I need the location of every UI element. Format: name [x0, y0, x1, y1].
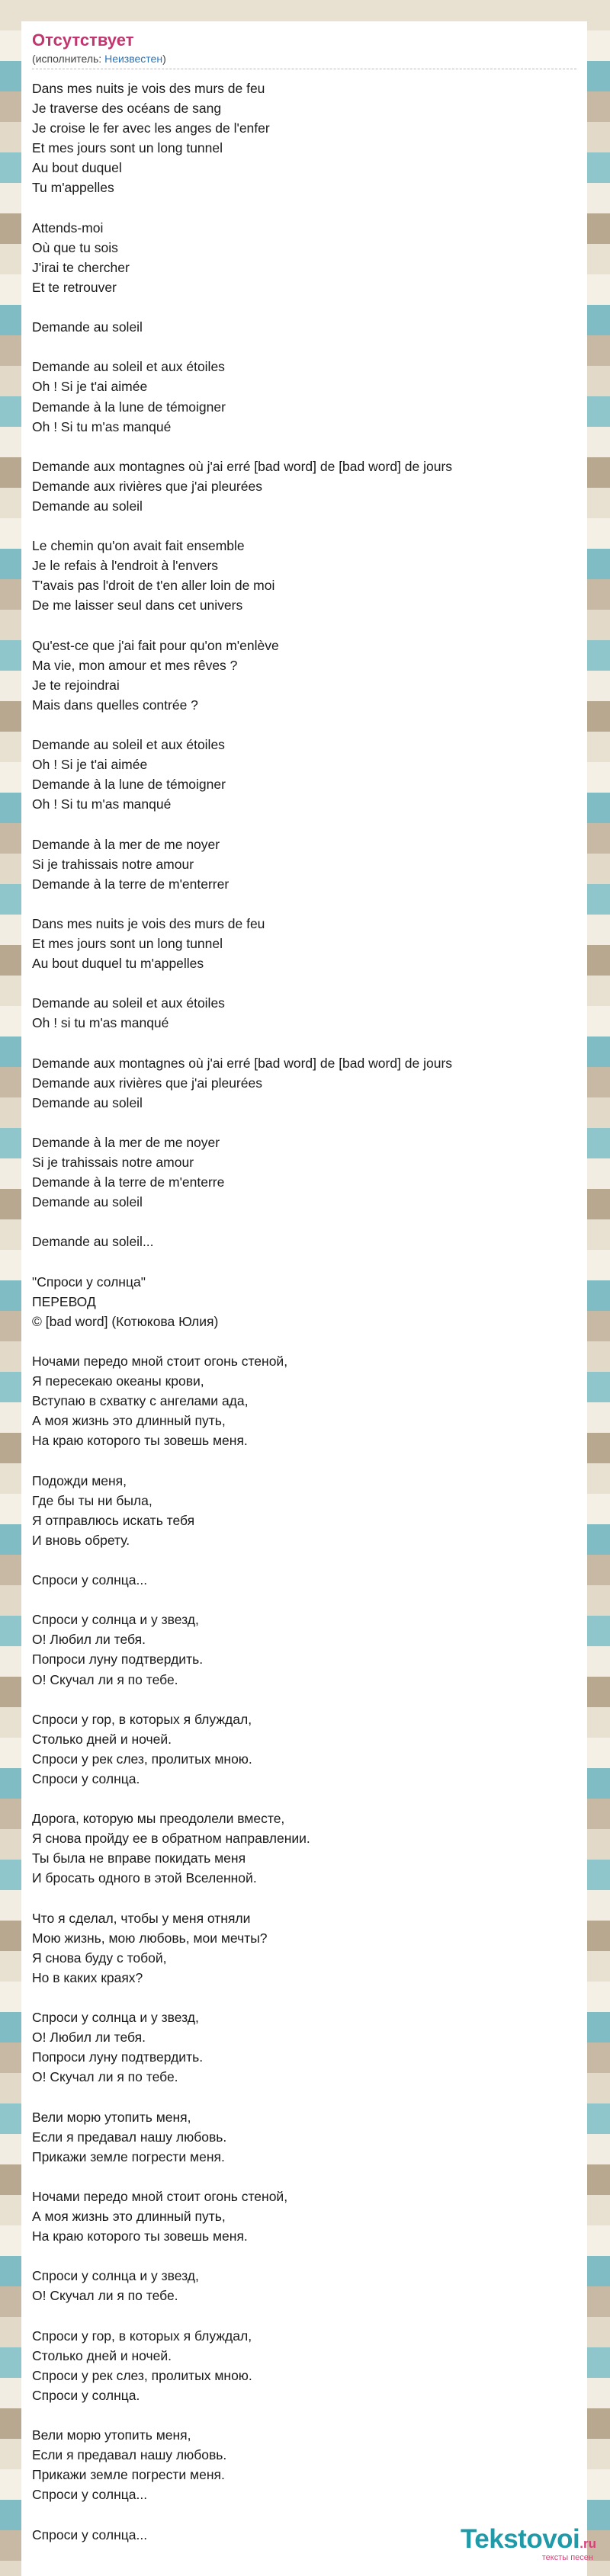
lyric-line: Oh ! Si tu m'as manqué	[32, 418, 172, 434]
lyric-line: Вступаю в схватку с ангелами ада,	[32, 1393, 249, 1409]
lyric-line: О! Скучал ли я по тебе.	[32, 2288, 178, 2304]
lyric-line: Oh ! si tu m'as manqué	[32, 1015, 169, 1031]
stanza	[32, 1709, 576, 1789]
lyric-line: Demande aux rivières que j'ai pleurées	[32, 1075, 262, 1091]
lyric-line: Спроси у солнца и у звезд,	[32, 1612, 199, 1628]
lyric-line: Спроси у солнца...	[32, 1572, 148, 1588]
stanza	[32, 1133, 576, 1212]
lyric-line: Спроси у солнца.	[32, 1770, 140, 1786]
stanza	[32, 993, 576, 1033]
lyric-line: Спроси у рек слез, пролитых мною.	[32, 1751, 252, 1767]
lyric-line: Но в каких краях?	[32, 1969, 143, 1985]
stanza	[32, 1272, 576, 1331]
lyric-line: Demande au soleil et aux étoiles	[32, 737, 225, 753]
lyric-line: Вели морю утопить меня,	[32, 2109, 191, 2125]
stanza	[32, 2266, 576, 2305]
lyric-line: Dans mes nuits je vois des murs de feu	[32, 915, 265, 931]
logo-tagline: тексты песен	[541, 2553, 593, 2562]
lyric-line: А моя жизнь это длинный путь,	[32, 1413, 226, 1429]
lyric-line: На краю которого ты зовешь меня.	[32, 1433, 248, 1449]
lyric-line: Если я предавал нашу любовь.	[32, 2129, 227, 2145]
lyric-line: О! Скучал ли я по тебе.	[32, 2069, 178, 2085]
lyric-line: Tu m'appelles	[32, 180, 114, 196]
performer-suffix: )	[162, 53, 166, 65]
lyric-line: Прикажи земле погрести меня.	[32, 2148, 225, 2164]
lyric-line: На краю которого ты зовешь меня.	[32, 2228, 248, 2244]
lyric-line: Прикажи земле погрести меня.	[32, 2467, 225, 2483]
performer-link[interactable]: Неизвестен	[104, 53, 163, 65]
lyric-line: Дорога, которую мы преодолели вместе,	[32, 1811, 285, 1827]
song-title: Отсутствует	[32, 30, 134, 50]
lyric-line: ПЕРЕВОД	[32, 1293, 96, 1309]
lyric-line: О! Любил ли тебя.	[32, 2030, 146, 2046]
lyric-line: Ma vie, mon amour et mes rêves ?	[32, 657, 238, 673]
lyric-line: Ночами передо мной стоит огонь стеной,	[32, 1354, 288, 1369]
lyric-line: Если я предавал нашу любовь.	[32, 2447, 227, 2463]
lyric-line: Qu'est-ce que j'ai fait pour qu'on m'enlève	[32, 637, 279, 653]
lyric-line: Подожди меня,	[32, 1472, 127, 1488]
logo-tld: .ru	[580, 2536, 596, 2551]
lyric-line: Попроси луну подтвердить.	[32, 1652, 204, 1668]
site-logo[interactable]	[461, 2526, 596, 2562]
lyric-line: Я пересекаю океаны крови,	[32, 1373, 204, 1389]
lyric-line: Столько дней и ночей.	[32, 1731, 172, 1747]
lyric-line: © [bad word] (Котюкова Юлия)	[32, 1313, 219, 1329]
lyric-line: T'avais pas l'droit de t'en aller loin de moi	[32, 578, 275, 594]
lyric-line: О! Любил ли тебя.	[32, 1632, 146, 1648]
stanza	[32, 835, 576, 894]
lyric-line: Je te rejoindrai	[32, 677, 120, 693]
lyric-line: Demande aux montagnes où j'ai erré [bad word] de [bad word] de jours	[32, 458, 453, 474]
lyric-line: J'irai te chercher	[32, 259, 130, 275]
lyric-line: Si je trahissais notre amour	[32, 1155, 194, 1171]
lyric-line: Demande à la terre de m'enterrer	[32, 876, 230, 892]
stanza	[32, 914, 576, 973]
lyric-line: О! Скучал ли я по тебе.	[32, 1671, 178, 1687]
lyric-line: Je croise le fer avec les anges de l'enfer	[32, 120, 270, 136]
lyric-line: И бросать одного в этой Вселенной.	[32, 1870, 257, 1886]
lyric-line: Спроси у солнца и у звезд,	[32, 2010, 199, 2026]
lyric-line: Attends-moi	[32, 219, 104, 235]
lyric-line: Demande au soleil	[32, 1094, 143, 1110]
lyric-line: Demande à la terre de m'enterre	[32, 1174, 225, 1190]
lyric-line: Demande à la mer de me noyer	[32, 836, 220, 852]
lyric-line: Je le refais à l'endroit à l'envers	[32, 558, 219, 574]
stanza	[32, 1908, 576, 1988]
lyric-line: Спроси у солнца...	[32, 2526, 148, 2542]
lyric-line: Si je trahissais notre amour	[32, 856, 194, 872]
lyric-line: Demande aux montagnes où j'ai erré [bad word] de [bad word] de jours	[32, 1055, 453, 1071]
lyric-line: Et te retrouver	[32, 279, 117, 295]
stanza	[32, 735, 576, 814]
lyric-line: Ты была не вправе покидать меня	[32, 1850, 246, 1866]
lyric-line: Demande à la lune de témoigner	[32, 777, 226, 793]
lyric-line: Oh ! Si je t'ai aimée	[32, 757, 148, 773]
lyric-line: Спроси у солнца и у звезд,	[32, 2268, 199, 2284]
lyrics-body	[32, 78, 576, 2545]
stanza	[32, 218, 576, 297]
lyric-line: А моя жизнь это длинный путь,	[32, 2209, 226, 2225]
lyric-line: Мою жизнь, мою любовь, мои мечты?	[32, 1930, 268, 1946]
lyric-line: De me laisser seul dans cet univers	[32, 598, 243, 614]
lyric-line: Demande au soleil	[32, 498, 143, 514]
lyric-line: Oh ! Si je t'ai aimée	[32, 379, 148, 395]
lyrics-page	[21, 21, 587, 2576]
lyric-line: Demande à la lune de témoigner	[32, 399, 226, 415]
lyric-line: Oh ! Si tu m'as manqué	[32, 796, 172, 812]
lyric-line: Я снова буду с тобой,	[32, 1950, 167, 1966]
lyric-line: Столько дней и ночей.	[32, 2347, 172, 2363]
stanza	[32, 357, 576, 436]
stanza	[32, 2187, 576, 2246]
lyric-line: Mais dans quelles contrée ?	[32, 697, 198, 713]
lyric-line: Что я сделал, чтобы у меня отняли	[32, 1910, 251, 1926]
lyric-line: Demande au soleil	[32, 319, 143, 335]
lyric-line: Спроси у гор, в которых я блуждал,	[32, 1711, 252, 1727]
lyric-line: Спроси у солнца.	[32, 2387, 140, 2403]
stanza	[32, 78, 576, 198]
lyric-line: Demande au soleil	[32, 1194, 143, 1210]
lyric-line: Au bout duquel	[32, 160, 122, 176]
lyric-line: Demande à la mer de me noyer	[32, 1134, 220, 1150]
stanza	[32, 1351, 576, 1450]
performer-prefix: (исполнитель:	[32, 53, 105, 65]
stanza	[32, 2007, 576, 2087]
lyric-line: Je traverse des océans de sang	[32, 101, 222, 117]
lyric-line: Au bout duquel tu m'appelles	[32, 956, 204, 972]
lyric-line: Спроси у солнца...	[32, 2487, 148, 2503]
lyric-line: Я снова пройду ее в обратном направлении.	[32, 1831, 310, 1847]
stanza	[32, 1053, 576, 1113]
stanza	[32, 1232, 576, 1251]
lyric-line: Ночами передо мной стоит огонь стеной,	[32, 2188, 288, 2204]
stanza	[32, 317, 576, 337]
stanza	[32, 2107, 576, 2167]
lyric-line: Et mes jours sont un long tunnel	[32, 140, 223, 156]
lyric-line: Спроси у рек слез, пролитых мною.	[32, 2367, 252, 2383]
stanza	[32, 1570, 576, 1590]
performer-line	[32, 52, 576, 69]
lyric-line: Demande aux rivières que j'ai pleurées	[32, 478, 262, 494]
lyric-line: Я отправлюсь искать тебя	[32, 1512, 195, 1528]
lyric-line: И вновь обрету.	[32, 1532, 130, 1548]
lyric-line: Demande au soleil et aux étoiles	[32, 359, 225, 375]
stanza	[32, 1809, 576, 1888]
stanza	[32, 2326, 576, 2405]
lyric-line: Et mes jours sont un long tunnel	[32, 936, 223, 952]
lyric-line: Где бы ты ни была,	[32, 1492, 152, 1508]
stanza	[32, 1610, 576, 1689]
stanza	[32, 1471, 576, 1550]
lyric-line: Dans mes nuits je vois des murs de feu	[32, 81, 265, 96]
stanza	[32, 636, 576, 715]
lyric-line: Où que tu sois	[32, 239, 118, 255]
lyric-line: Demande au soleil...	[32, 1234, 154, 1250]
lyric-line: Спроси у гор, в которых я блуждал,	[32, 2328, 252, 2344]
lyric-line: Попроси луну подтвердить.	[32, 2049, 204, 2065]
lyric-line: Demande au soleil et aux étoiles	[32, 995, 225, 1011]
lyric-line: Вели морю утопить меня,	[32, 2427, 191, 2443]
lyric-line: "Спроси у солнца"	[32, 1274, 146, 1290]
stanza	[32, 457, 576, 516]
lyric-line: Le chemin qu'on avait fait ensemble	[32, 538, 245, 554]
logo-name: Tekstovoi	[460, 2524, 580, 2554]
stanza	[32, 536, 576, 615]
stanza	[32, 2425, 576, 2504]
